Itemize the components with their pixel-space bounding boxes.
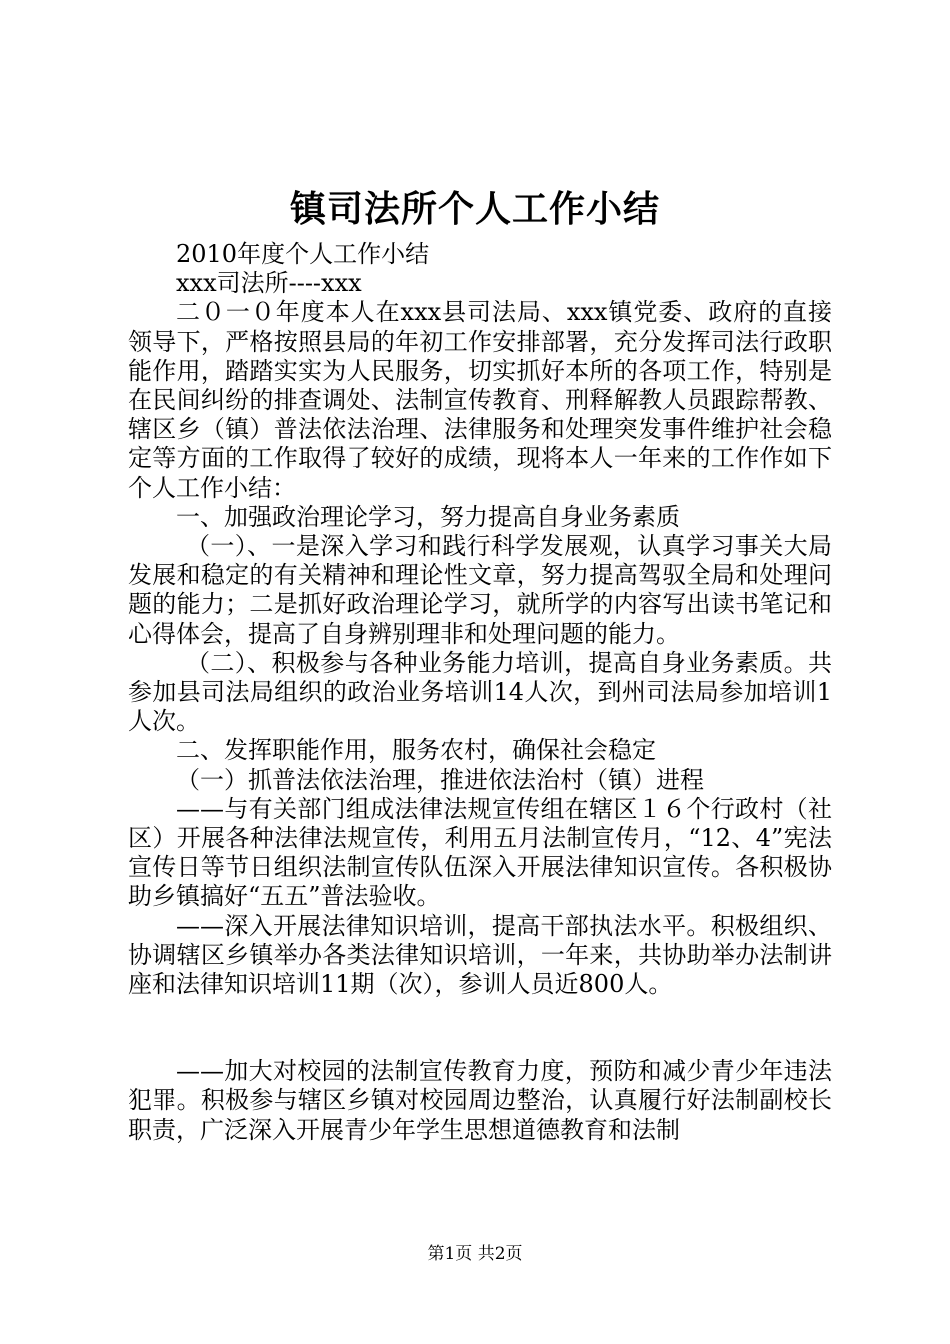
subsection-1-2: （二）、积极参与各种业务能力培训，提高自身业务素质。共参加县司法局组织的政治业务培训14人次，到州司法局参加培训1人次。 xyxy=(128,648,832,736)
bullet-paragraph-campus-education: ——加大对校园的法制宣传教育力度，预防和减少青少年违法犯罪。积极参与辖区乡镇对校园周边整治，认真履行好法制副校长职责，广泛深入开展青少年学生思想道德教育和法制 xyxy=(128,1057,832,1144)
subsection-1-1: （一）、一是深入学习和践行科学发展观，认真学习事关大局发展和稳定的有关精神和理论性文章，努力提高驾驭全局和处理问题的能力；二是抓好政治理论学习，就所学的内容写出读书笔记和心得体会，提高了自身辨别理非和处理问题的能力。 xyxy=(128,532,832,648)
bullet-paragraph-legal-promotion: ——与有关部门组成法律法规宣传组在辖区１６个行政村（社区）开展各种法律法规宣传，利用五月法制宣传月，“12、4”宪法宣传日等节日组织法制宣传队伍深入开展法律知识宣传。各积极协助乡镇搞好“五五”普法验收。 xyxy=(128,794,832,911)
document-body xyxy=(128,240,832,1145)
intro-paragraph: 二０一０年度本人在xxx县司法局、xxx镇党委、政府的直接领导下，严格按照县局的年初工作安排部署，充分发挥司法行政职能作用，踏踏实实为人民服务，切实抓好本所的各项工作，特别是在民间纠纷的排查调处、法制宣传教育、刑释解教人员跟踪帮教、辖区乡（镇）普法依法治理、法律服务和处理突发事件维护社会稳定等方面的工作取得了较好的成绩，现将本人一年来的工作作如下个人工作小结： xyxy=(128,298,832,502)
author-line: xxx司法所----xxx xyxy=(176,269,362,298)
document-title: 镇司法所个人工作小结 xyxy=(289,188,660,230)
section-heading-1: 一、加强政治理论学习，努力提高自身业务素质 xyxy=(176,502,680,531)
paragraph-spacer xyxy=(128,999,832,1057)
subtitle-year-summary: 2010年度个人工作小结 xyxy=(176,240,430,268)
subsection-2-1-heading: （一）抓普法依法治理，推进依法治村（镇）进程 xyxy=(176,765,704,794)
bullet-paragraph-legal-training: ——深入开展法律知识培训，提高干部执法水平。积极组织、协调辖区乡镇举办各类法律知识培训，一年来，共协助举办法制讲座和法律知识培训11期（次），参训人员近800人。 xyxy=(128,911,832,999)
section-heading-2: 二、发挥职能作用，服务农村，确保社会稳定 xyxy=(176,736,656,765)
page-number-footer: 第1页 共2页 xyxy=(427,1244,523,1264)
